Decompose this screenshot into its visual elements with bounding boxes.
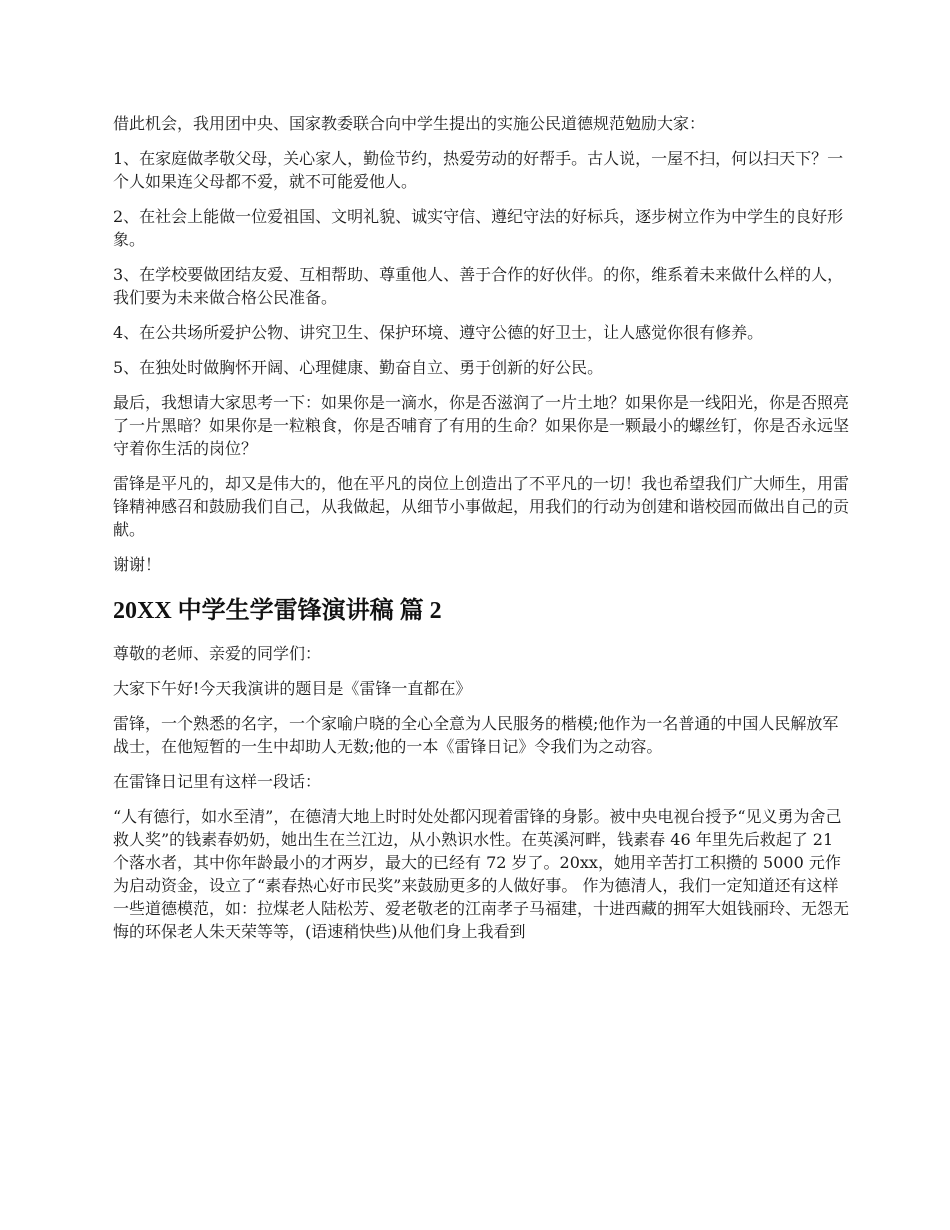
paragraph-point-4: 4、在公共场所爱护公物、讲究卫生、保护环境、遵守公德的好卫士，让人感觉你很有修养。 <box>113 323 764 342</box>
paragraph-thanks: 谢谢！ <box>113 555 162 574</box>
paragraph-models: “人有德行，如水至清”，在德清大地上时时处处都闪现着雷锋的身影。被中央电视台授予“见义勇为舍己救人奖”的钱素春奶奶，她出生在兰江边，从小熟识水性。在英溪河畔，钱素春 46 年里先后救起了 21 个落水者，其中你年龄最小的才两岁，最大的已经有 72 岁了。20xx，她用辛苦打工积攒的 5000 元作为启动资金，设立了“素春热心好市民奖”来鼓励更多的人做好事。 作为德清人，我们一定知道还有这样一些道德模范，如：拉煤老人陆松芳、爱老敬老的江南孝子马福建，十进西藏的拥军大姐钱丽玲、无怨无悔的环保老人朱天荣等等，(语速稍快些)从他们身上我看到 <box>113 807 850 941</box>
paragraph-leifeng-intro: 雷锋，一个熟悉的名字，一个家喻户晓的全心全意为人民服务的楷模;他作为一名普通的中国人民解放军战士，在他短暂的一生中却助人无数;他的一本《雷锋日记》令我们为之动容。 <box>113 714 839 756</box>
paragraph-point-2: 2、在社会上能做一位爱祖国、文明礼貌、诚实守信、遵纪守法的好标兵，逐步树立作为中学生的良好形象。 <box>113 207 844 249</box>
paragraph-point-1: 1、在家庭做孝敬父母，关心家人，勤俭节约，热爱劳动的好帮手。古人说，一屋不扫，何以扫天下？一个人如果连父母都不爱，就不可能爱他人。 <box>113 149 844 191</box>
paragraph-intro: 借此机会，我用团中央、国家教委联合向中学生提出的实施公民道德规范勉励大家： <box>113 114 706 133</box>
paragraph-conclusion: 雷锋是平凡的，却又是伟大的，他在平凡的岗位上创造出了不平凡的一切！我也希望我们广大师生，用雷锋精神感召和鼓励我们自己，从我做起，从细节小事做起，用我们的行动为创建和谐校园而做出自己的贡献。 <box>113 474 850 539</box>
paragraph-diary-lead: 在雷锋日记里有这样一段话： <box>113 772 322 791</box>
paragraph-point-5: 5、在独处时做胸怀开阔、心理健康、勤奋自立、勇于创新的好公民。 <box>113 358 604 377</box>
paragraph-point-3: 3、在学校要做团结友爱、互相帮助、尊重他人、善于合作的好伙伴。的你，维系着未来做什么样的人，我们要为未来做合格公民准备。 <box>113 265 844 307</box>
paragraph-greeting: 大家下午好!今天我演讲的题目是《雷锋一直都在》 <box>113 679 472 698</box>
paragraph-reflection: 最后，我想请大家思考一下：如果你是一滴水，你是否滋润了一片土地？如果你是一线阳光，你是否照亮了一片黑暗？如果你是一粒粮食，你是否哺育了有用的生命？如果你是一颗最小的螺丝钉，你是否永远坚守着你生活的岗位？ <box>113 393 850 458</box>
document-page <box>113 112 853 955</box>
paragraph-salutation: 尊敬的老师、亲爱的同学们： <box>113 644 322 663</box>
section-heading: 20XX 中学生学雷锋演讲稿 篇 2 <box>113 598 442 624</box>
